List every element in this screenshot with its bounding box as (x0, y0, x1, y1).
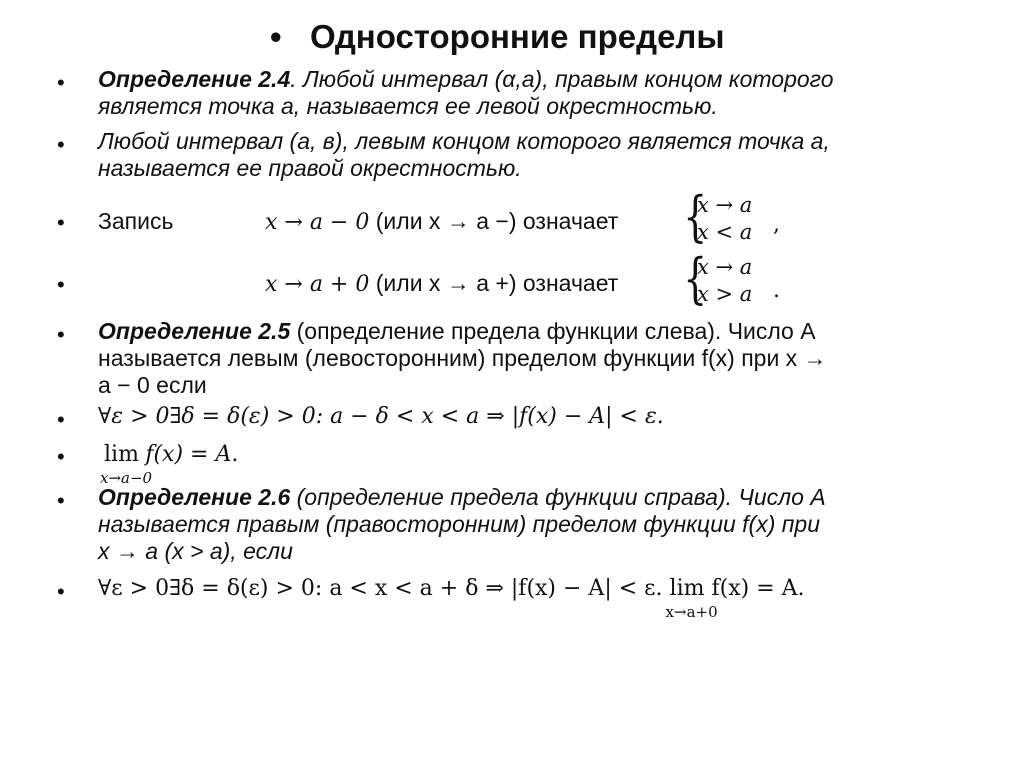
left-sys-line1: x → a (697, 193, 753, 217)
bullet: • (57, 322, 65, 347)
lim-left-word: lim (104, 442, 139, 467)
right-system (697, 254, 752, 308)
notation-right-alt: (или x → a +) (375, 270, 517, 296)
cond-right-line (98, 575, 805, 621)
bullet: • (57, 488, 65, 513)
def25-text (98, 318, 827, 399)
left-sys-line2: x < a (697, 220, 753, 244)
right-sys-line2: x > a (697, 282, 753, 306)
def25-line2: называется левым (левосторонним) пределом функции f(x) при x → (98, 345, 827, 371)
notation-right-expr: x → a + 0 (265, 272, 370, 297)
bullet: • (57, 70, 65, 95)
lim-right-sub: x→a+0 (665, 603, 718, 621)
right-nbhd-line2: называется ее правой окрестностью. (98, 155, 522, 181)
lim-right-op (665, 575, 718, 621)
def24-line2: является точка а, называется ее левой окрестностью. (98, 93, 718, 119)
lim-left (100, 440, 239, 487)
def24-line1: . Любой интервал (α,а), правым концом которого (290, 66, 834, 92)
def26-text (98, 484, 826, 565)
notation-left-formula (265, 208, 618, 235)
right-nbhd-text (98, 128, 830, 182)
def26-line2: называется правым (правосторонним) пределом функции f(x) при (98, 511, 821, 537)
def26-label: Определение 2.6 (98, 484, 291, 510)
notation-right-formula (265, 270, 618, 297)
def25-line3: a − 0 если (98, 372, 207, 398)
def25-line1: (определение предела функции слева). Число А (290, 318, 816, 344)
bullet: • (57, 444, 65, 469)
right-brace: { (683, 247, 708, 310)
bullet: • (57, 132, 65, 157)
slide-title (270, 18, 725, 56)
lim-right-word: lim (669, 576, 705, 601)
left-brace: { (683, 185, 708, 248)
notation-left-means: означает (522, 208, 619, 234)
notation-left-expr: x → a − 0 (265, 210, 370, 235)
right-sys-end: . (773, 278, 780, 303)
lim-right-expr: f(x) = A. (711, 576, 805, 601)
left-sys-end: , (773, 212, 780, 237)
bullet: • (57, 210, 65, 235)
bullet: • (57, 579, 65, 604)
def24-label: Определение 2.4 (98, 66, 291, 92)
left-system (697, 192, 752, 246)
title-text: Односторонние пределы (310, 18, 725, 55)
lim-left-op (100, 441, 153, 487)
notation-right-means: означает (522, 270, 619, 296)
notation-word: Запись (98, 208, 174, 234)
lim-left-sub: x→a−0 (100, 469, 153, 487)
bullet: • (57, 272, 65, 297)
cond-right: ∀ε > 0∃δ = δ(ε) > 0: a < x < a + δ ⇒ |f(x) − A| < ε. (98, 576, 663, 601)
bullet: • (57, 407, 65, 432)
notation-row-right (0, 247, 1024, 312)
title-bullet: • (270, 18, 282, 55)
right-sys-line1: x → a (697, 255, 753, 279)
def25-label: Определение 2.5 (98, 318, 291, 344)
def24-text (98, 66, 834, 120)
right-nbhd-line1: Любой интервал (а, в), левым концом которого является точка а, (98, 128, 830, 154)
notation-left-alt: (или x → a −) (375, 208, 517, 234)
cond-left: ∀ε > 0∃δ = δ(ε) > 0: a − δ < x < a ⇒ |f(x) − A| < ε. (98, 404, 664, 429)
def26-line3: x → a (x > a), если (98, 538, 293, 564)
lim-left-expr: f(x) = A. (145, 442, 239, 467)
notation-row-left (0, 185, 1024, 250)
def26-line1: (определение предела функции справа). Число А (290, 484, 826, 510)
